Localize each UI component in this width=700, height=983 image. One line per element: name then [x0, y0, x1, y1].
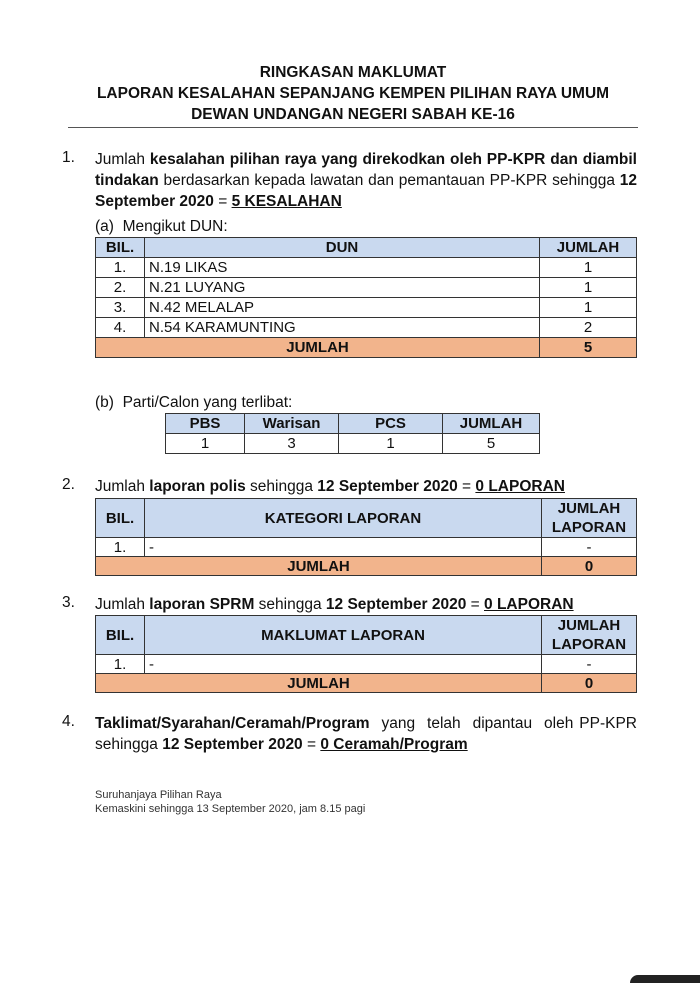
item-3-result: 0 LAPORAN [484, 596, 574, 613]
item-1-text: Jumlah kesalahan pilihan raya yang direkodkan oleh PP-KPR dan diambil tindakan berdasarkan kepada lawatan dan pemantauan PP-KPR sehingga 12 September 2020 = 5 KESALAHAN [95, 151, 637, 210]
sprm-report-table [95, 615, 637, 693]
total-row [96, 557, 637, 576]
total-value: 0 [542, 557, 637, 576]
col-bil: BIL. [96, 616, 145, 655]
col-jumlah: JUMLAH [443, 414, 540, 434]
total-value: 5 [540, 338, 637, 358]
sub-a-heading: (a) Mengikut DUN: [95, 218, 228, 235]
dun-table [95, 237, 637, 358]
party-table [165, 413, 540, 454]
police-report-table [95, 498, 637, 576]
col-bil: BIL. [96, 238, 145, 258]
col-jumlah-laporan: JUMLAH LAPORAN [542, 616, 637, 655]
header-line-2: LAPORAN KESALAHAN SEPANJANG KEMPEN PILIHAN RAYA UMUM [96, 85, 610, 102]
table-row: 4. N.54 KARAMUNTING 2 [96, 318, 637, 338]
item-4-text: Taklimat/Syarahan/Ceramah/Program yang telah dipantau oleh PP-KPR sehingga 12 September 2020 = 0 Ceramah/Program [95, 715, 642, 753]
header-line-3: DEWAN UNDANGAN NEGERI SABAH KE-16 [191, 106, 515, 123]
document-header [68, 62, 638, 125]
total-label: JUMLAH [96, 557, 542, 576]
footer-note [95, 788, 365, 816]
sub-b-heading: (b) Parti/Calon yang terlibat: [95, 394, 293, 411]
total-row [96, 674, 637, 693]
total-label: JUMLAH [96, 674, 542, 693]
col-jumlah-laporan: JUMLAH LAPORAN [542, 499, 637, 538]
header-line-1: RINGKASAN MAKLUMAT [259, 64, 447, 81]
footer-line-2: Kemaskini sehingga 13 September 2020, jam 8.15 pagi [95, 803, 366, 815]
col-kategori: KATEGORI LAPORAN [145, 499, 542, 538]
item-2-number: 2. [62, 476, 75, 493]
col-pcs: PCS [339, 414, 443, 434]
item-2-text: Jumlah laporan polis sehingga 12 September 2020 = 0 LAPORAN [95, 478, 565, 495]
col-bil: BIL. [96, 499, 145, 538]
item-4-number: 4. [62, 713, 75, 730]
footer-line-1: Suruhanjaya Pilihan Raya [95, 789, 222, 801]
header-divider [68, 127, 638, 128]
item-3-text: Jumlah laporan SPRM sehingga 12 September 2020 = 0 LAPORAN [95, 596, 574, 613]
total-value: 0 [542, 674, 637, 693]
item-1-number: 1. [62, 149, 75, 166]
item-3-number: 3. [62, 594, 75, 611]
page-corner-shadow [630, 975, 700, 983]
item-4-result: 0 Ceramah/Program [320, 736, 468, 753]
table-row: 2. N.21 LUYANG 1 [96, 278, 637, 298]
col-pbs: PBS [166, 414, 245, 434]
item-2-result: 0 LAPORAN [475, 478, 565, 495]
table-row: 3. N.42 MELALAP 1 [96, 298, 637, 318]
total-label: JUMLAH [96, 338, 540, 358]
table-row: 1. - - [96, 538, 637, 557]
col-warisan: Warisan [245, 414, 339, 434]
total-row [96, 338, 637, 358]
table-row: 1. - - [96, 655, 637, 674]
table-row: 1. N.19 LIKAS 1 [96, 258, 637, 278]
col-maklumat: MAKLUMAT LAPORAN [145, 616, 542, 655]
col-jumlah: JUMLAH [540, 238, 637, 258]
table-row: 1 3 1 5 [166, 434, 540, 454]
item-1-result: 5 KESALAHAN [231, 193, 342, 210]
col-dun: DUN [145, 238, 540, 258]
